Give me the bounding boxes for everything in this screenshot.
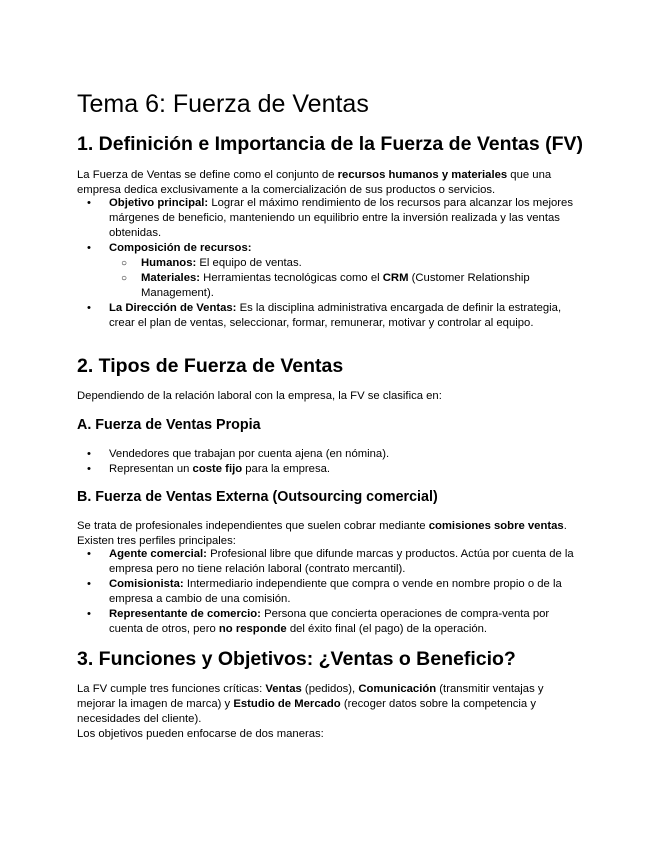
list-item [77,547,577,577]
text-run: Representan un [109,463,193,475]
bold-run: Humanos: [141,257,197,269]
subsection-heading-b: B. Fuerza de Ventas Externa (Outsourcing comercial) [77,489,438,505]
bold-run: comisiones sobre ventas [428,520,564,532]
text-run: Intermediario independiente que compra o vende en nombre propio o de la empresa a cambio de una comisión. [109,578,562,605]
bold-run: CRM [382,272,409,284]
subsection-a-list [77,447,577,477]
bold-run: Estudio de Mercado [233,698,341,710]
text-run: La Fuerza de Ventas se define como el conjunto de [77,169,338,181]
text-run: Lograr el máximo rendimiento de los recursos para alcanzar los mejores márgenes de beneficio, manteniendo un equilibrio entre la inversión realizada y las ventas obtenidas. [109,197,573,239]
section-1-list [77,196,577,331]
circle-bullet-icon: ○ [121,258,128,269]
section-3-paragraph-2: Los objetivos pueden enfocarse de dos maneras: [77,728,324,740]
list-item [77,196,577,241]
section-1-intro [77,168,577,198]
bullet-icon: • [87,608,91,620]
text-run: (pedidos), [301,683,359,695]
circle-bullet-icon: ○ [121,273,128,284]
text-run: Se trata de profesionales independientes que suelen cobrar mediante [77,520,429,532]
section-heading-1: 1. Definición e Importancia de la Fuerza de Ventas (FV) [77,133,584,155]
text-run: . Existen tres perfiles principales: [77,520,567,547]
bullet-icon: • [87,302,91,314]
bold-run: no responde [218,623,287,635]
text-run: Es la disciplina administrativa encargada de definir la estrategia, crear el plan de ventas, seleccionar, formar, remunerar, motivar y controlar al equipo. [109,302,562,329]
text-run: (Customer Relationship Management). [141,272,530,299]
text-run: Vendedores que trabajan por cuenta ajena (en nómina). [109,448,390,460]
list-item [77,462,577,477]
text-run: El equipo de ventas. [196,257,302,269]
text-run: (recoger datos sobre la competencia y necesidades del cliente). [77,698,536,725]
bold-run: Ventas [265,683,302,695]
bullet-icon: • [87,448,91,460]
text-run: Herramientas tecnológicas como el [200,272,383,284]
sub-list-item [77,271,577,301]
text-run: (transmitir ventajas y mejorar la imagen de marca) y [77,683,544,710]
bold-run: Composición de recursos: [109,242,252,254]
bullet-icon: • [87,578,91,590]
bullet-icon: • [87,548,91,560]
subsection-b-list [77,547,577,637]
list-item [77,447,577,462]
subsection-b-intro [77,519,577,549]
bullet-icon: • [87,197,91,209]
text-run: La FV cumple tres funciones críticas: [77,683,266,695]
bold-run: Materiales: [141,272,201,284]
text-run: del éxito final (el pago) de la operación. [286,623,488,635]
page-title: Tema 6: Fuerza de Ventas [77,90,369,118]
bold-run: coste fijo [192,463,243,475]
text-run: que una empresa dedica exclusivamente a la comercialización de sus productos o servicios. [77,169,552,196]
bold-run: Comisionista: [109,578,184,590]
bullet-icon: • [87,242,91,254]
bullet-icon: • [87,463,91,475]
list-item [77,577,577,607]
section-heading-2: 2. Tipos de Fuerza de Ventas [77,355,344,377]
bold-run: recursos humanos y materiales [337,169,508,181]
bold-run: Comunicación [358,683,437,695]
section-heading-3: 3. Funciones y Objetivos: ¿Ventas o Beneficio? [77,648,516,670]
bold-run: Agente comercial: [109,548,207,560]
text-run: para la empresa. [242,463,331,475]
bold-run: La Dirección de Ventas: [109,302,237,314]
sub-list-item [77,256,577,271]
section-2-intro: Dependiendo de la relación laboral con la empresa, la FV se clasifica en: [77,390,442,402]
section-3-paragraph [77,682,577,742]
text-run: Profesional libre que difunde marcas y productos. Actúa por cuenta de la empresa pero no tiene relación laboral (contrato mercantil). [109,548,574,575]
list-item [77,241,577,256]
list-item [77,301,577,331]
bold-run: Representante de comercio: [109,608,261,620]
text-run: Persona que concierta operaciones de compra-venta por cuenta de otros, pero [109,608,550,635]
bold-run: Objetivo principal: [109,197,209,209]
list-item [77,607,577,637]
subsection-heading-a: A. Fuerza de Ventas Propia [77,417,261,433]
